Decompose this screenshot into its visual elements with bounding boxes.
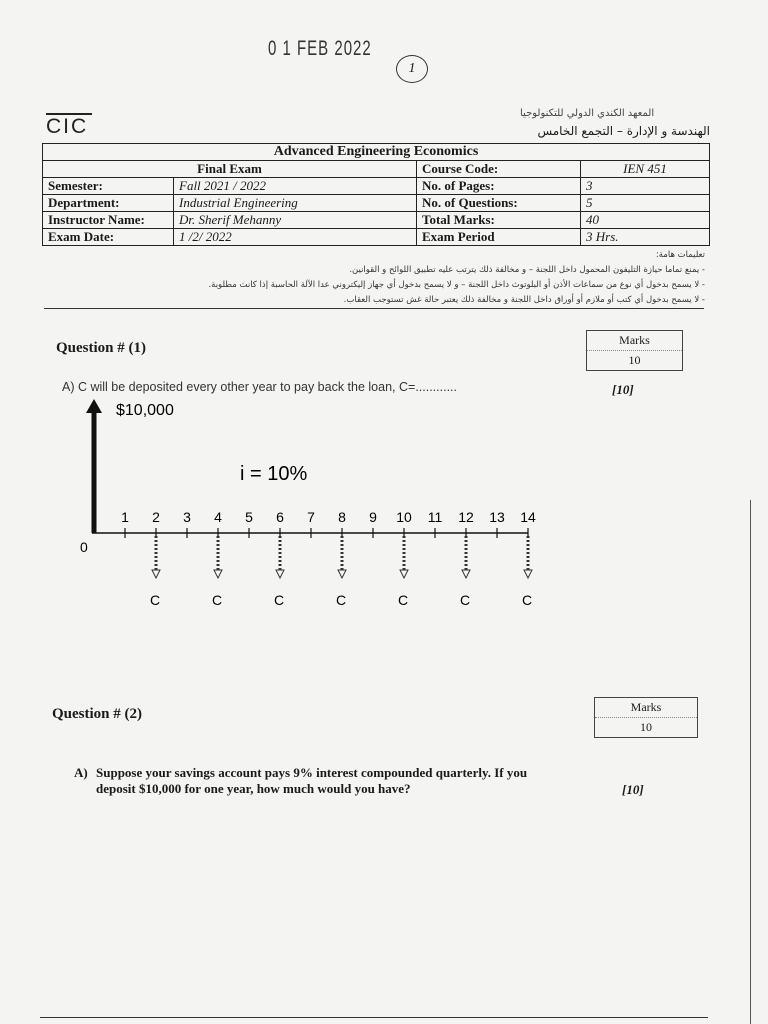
page-number-circle: 1 — [396, 55, 428, 83]
period-label: 11 — [427, 509, 443, 525]
period-label: 4 — [214, 509, 222, 525]
course-code-label: Course Code: — [417, 161, 581, 178]
part-a-line-1: Suppose your savings account pays 9% interest compounded quarterly. If you — [96, 765, 528, 780]
institution-name-arabic: المعهد الكندي الدولي للتكنولوجيا — [520, 108, 655, 119]
payment-arrow-head — [400, 570, 408, 578]
semester-label: Semester: — [43, 178, 174, 195]
loan-amount-label: $10,000 — [116, 402, 174, 419]
origin-label: 0 — [80, 539, 88, 555]
course-title: Advanced Engineering Economics — [43, 144, 710, 161]
question-1-marks-box — [586, 330, 683, 371]
instructor-value: Dr. Sherif Mehanny — [174, 212, 417, 229]
period-label: 13 — [489, 509, 505, 525]
payment-arrow-head — [152, 570, 160, 578]
period-label: 10 — [396, 509, 412, 525]
period-label: 5 — [245, 509, 253, 525]
payment-arrow-head — [338, 570, 346, 578]
payment-label: C — [150, 592, 161, 608]
payment-arrow-head — [214, 570, 222, 578]
period-label: 12 — [458, 509, 474, 525]
marks-label: Marks — [595, 698, 697, 718]
period-label: 1 — [121, 509, 129, 525]
instructor-label: Instructor Name: — [43, 212, 174, 229]
header-divider — [44, 308, 704, 309]
marks-value: 10 — [640, 720, 652, 734]
page-edge-line — [750, 500, 751, 1024]
department-label: Department: — [43, 195, 174, 212]
questions-value: 5 — [581, 195, 710, 212]
period-label: 6 — [276, 509, 284, 525]
exam-date-value: 1 /2/ 2022 — [174, 229, 417, 246]
exam-instructions-arabic — [60, 248, 705, 308]
semester-value: Fall 2021 / 2022 — [174, 178, 417, 195]
question-1-title: Question # (1) — [56, 340, 146, 356]
institution-logo: CIC — [46, 115, 89, 138]
department-value: Industrial Engineering — [174, 195, 417, 212]
total-marks-label: Total Marks: — [417, 212, 581, 229]
payment-label: C — [398, 592, 409, 608]
pages-value: 3 — [581, 178, 710, 195]
instruction-item: - لا يسمح بدخول أي كتب أو ملازم أو أوراق داخل اللجنة و مخالفة ذلك يعتبر حالة غش تستوجب العقاب. — [343, 295, 705, 305]
total-marks-value: 40 — [581, 212, 710, 229]
question-2-part-a — [74, 765, 594, 797]
faculty-name-arabic: الهندسة و الإدارة – التجمع الخامس — [537, 124, 710, 138]
payment-arrow-head — [276, 570, 284, 578]
received-date-stamp: 0 1 FEB 2022 — [268, 36, 372, 61]
interest-rate-label: i = 10% — [240, 463, 308, 485]
question-1-points: [10] — [612, 382, 634, 397]
period-label: 2 — [152, 509, 160, 525]
payment-label: C — [274, 592, 285, 608]
exam-info-table — [42, 143, 710, 246]
footer-rule — [40, 1017, 708, 1018]
question-2-title: Question # (2) — [52, 706, 142, 722]
question-2-points: [10] — [622, 782, 644, 797]
payment-arrows — [150, 536, 532, 608]
instructions-title: تعليمات هامة: — [655, 250, 705, 260]
question-2-marks-box — [594, 697, 698, 738]
payment-label: C — [522, 592, 533, 608]
loan-arrow-head — [86, 399, 102, 413]
exam-date-label: Exam Date: — [43, 229, 174, 246]
pages-label: No. of Pages: — [417, 178, 581, 195]
exam-period-label: Exam Period — [417, 229, 581, 246]
period-label: 8 — [338, 509, 346, 525]
period-label: 14 — [520, 509, 536, 525]
questions-label: No. of Questions: — [417, 195, 581, 212]
period-label: 9 — [369, 509, 377, 525]
exam-period-value: 3 Hrs. — [581, 229, 710, 246]
payment-label: C — [212, 592, 223, 608]
course-code-value: IEN 451 — [581, 161, 710, 178]
instruction-item: - لا يسمح بدخول أي نوع من سماعات الأذن أو البلوتوث داخل اللجنة – و لا يسمح بدخول أي جهاز إليكتروني عدا الآلة الحاسبة إذا كانت مطلوبة. — [208, 280, 705, 290]
part-a-line-2: deposit $10,000 for one year, how much would you have? — [96, 781, 411, 796]
instruction-item: - يمنع تماما حيازة التليفون المحمول داخل اللجنة – و مخالفة ذلك يترتب عليه تطبيق اللوائح و القوانين. — [349, 265, 705, 275]
payment-arrow-head — [462, 570, 470, 578]
marks-value: 10 — [628, 353, 641, 367]
payment-label: C — [336, 592, 347, 608]
part-a-marker: A) — [74, 765, 88, 780]
exam-type: Final Exam — [43, 161, 417, 178]
cash-flow-diagram — [0, 395, 768, 625]
marks-label: Marks — [587, 331, 682, 351]
period-label: 3 — [183, 509, 191, 525]
payment-label: C — [460, 592, 471, 608]
period-label: 7 — [307, 509, 315, 525]
payment-arrow-head — [524, 570, 532, 578]
question-1-part-a: A) C will be deposited every other year to pay back the loan, C=............ — [62, 380, 457, 394]
